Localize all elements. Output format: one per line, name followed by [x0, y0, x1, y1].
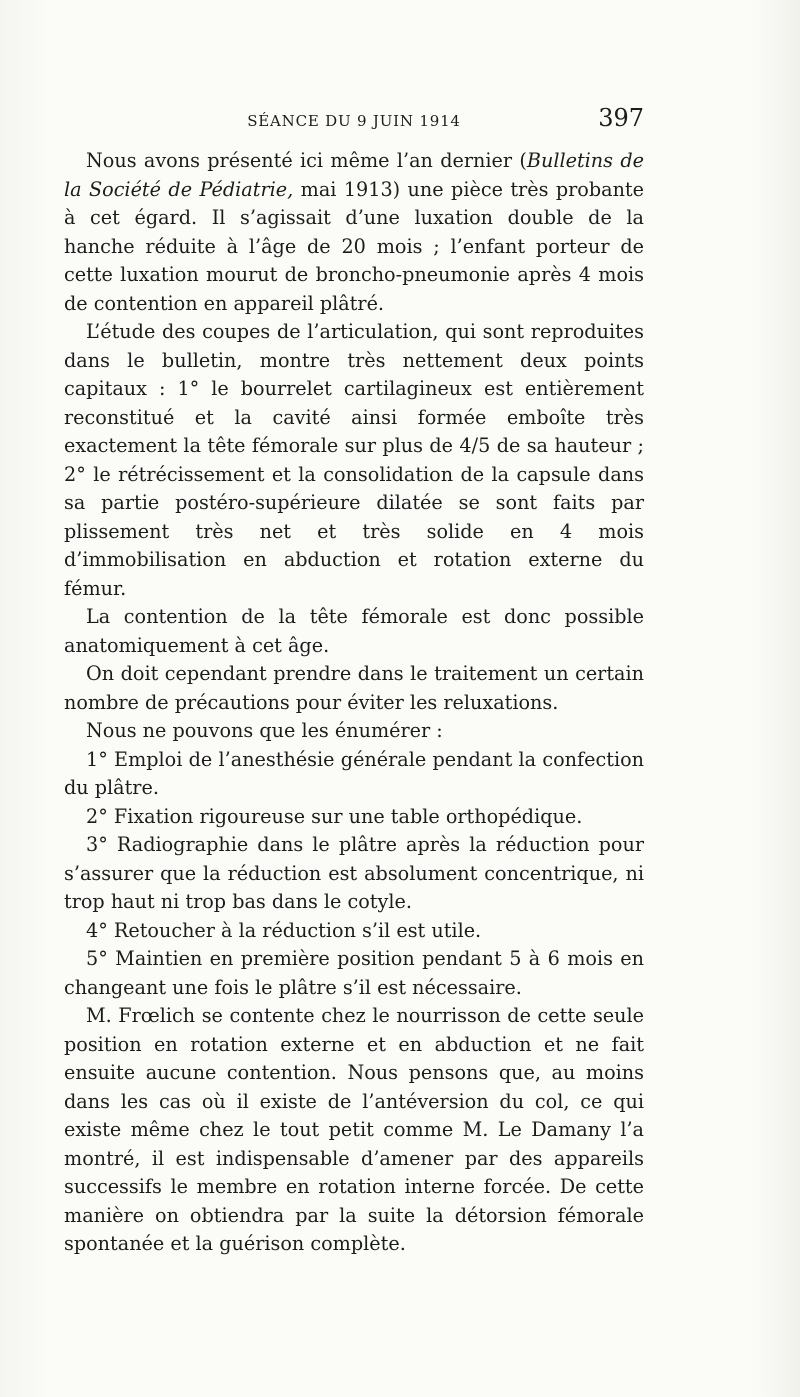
paragraph-previous-case [64, 147, 644, 318]
paragraph-froelich-discussion: M. Frœlich se contente chez le nourrisson de cette seule position en rotation externe et en abduction et ne fait ensuite aucune contention. Nous pensons que, au moins dans les cas où il existe de l’antéversion du col, ce qui existe même chez le tout petit comme M. Le Damany l’a montré, il est indispensable d’amener par des appareils successifs le membre en rotation interne forcée. De cette manière on obtiendra par la suite la détorsion fémorale spontanée et la guérison complète. [64, 1004, 644, 1255]
paragraph-precautions: On doit cependant prendre dans le traitement un certain nombre de précautions pour éviter les reluxations. [64, 662, 644, 714]
paragraph-text-end: mai 1913) une pièce très probante à cet égard. Il s’agissait d’une luxation double de la hanche réduite à l’âge de 20 mois ; l’enfant porteur de cette luxation mourut de broncho-pneumonie après 4 mois de contention en appareil plâtré. [64, 177, 644, 315]
list-item-anesthesia: 1° Emploi de l’anesthésie générale pendant la confection du plâtre. [64, 747, 644, 799]
page-header [64, 104, 644, 138]
list-item-maintenance: 5° Maintien en première position pendant 5 à 6 mois en changeant une fois le plâtre s’il est nécessaire. [64, 947, 644, 999]
running-head: SÉANCE DU 9 JUIN 1914 [247, 112, 461, 130]
list-item-retouch: 4° Retoucher à la réduction s’il est utile. [86, 918, 482, 942]
page-number: 397 [598, 104, 644, 132]
bulletin-citation: Bulletins de la Société de Pédiatrie, [64, 149, 644, 201]
list-item-fixation: 2° Fixation rigoureuse sur une table orthopédique. [86, 804, 583, 828]
list-item-radiography: 3° Radiographie dans le plâtre après la réduction pour s’assurer que la réduction est absolument concentrique, ni trop haut ni trop bas dans le cotyle. [64, 833, 644, 913]
paragraph-anatomical-study: L’étude des coupes de l’articulation, qui sont reproduites dans le bulletin, montre très nettement deux points capitaux : 1° le bourrelet cartilagineux est entièrement reconstitué et la cavité ainsi formée emboîte très exactement la tête fémorale sur plus de 4/5 de sa hauteur ; 2° le rétrécissement et la consolidation de la capsule dans sa partie postéro-supérieure dilatée se sont faits par plissement très net et très solide en 4 mois d’immobilisation en abduction et rotation externe du fémur. [64, 320, 644, 600]
body-text [64, 147, 644, 1259]
paragraph-list-intro: Nous ne pouvons que les énumérer : [86, 719, 443, 742]
paragraph-text-start: Nous avons présenté ici même l’an dernier ( [86, 149, 527, 172]
paragraph-contention-possible: La contention de la tête fémorale est donc possible anatomiquement à cet âge. [64, 605, 644, 657]
